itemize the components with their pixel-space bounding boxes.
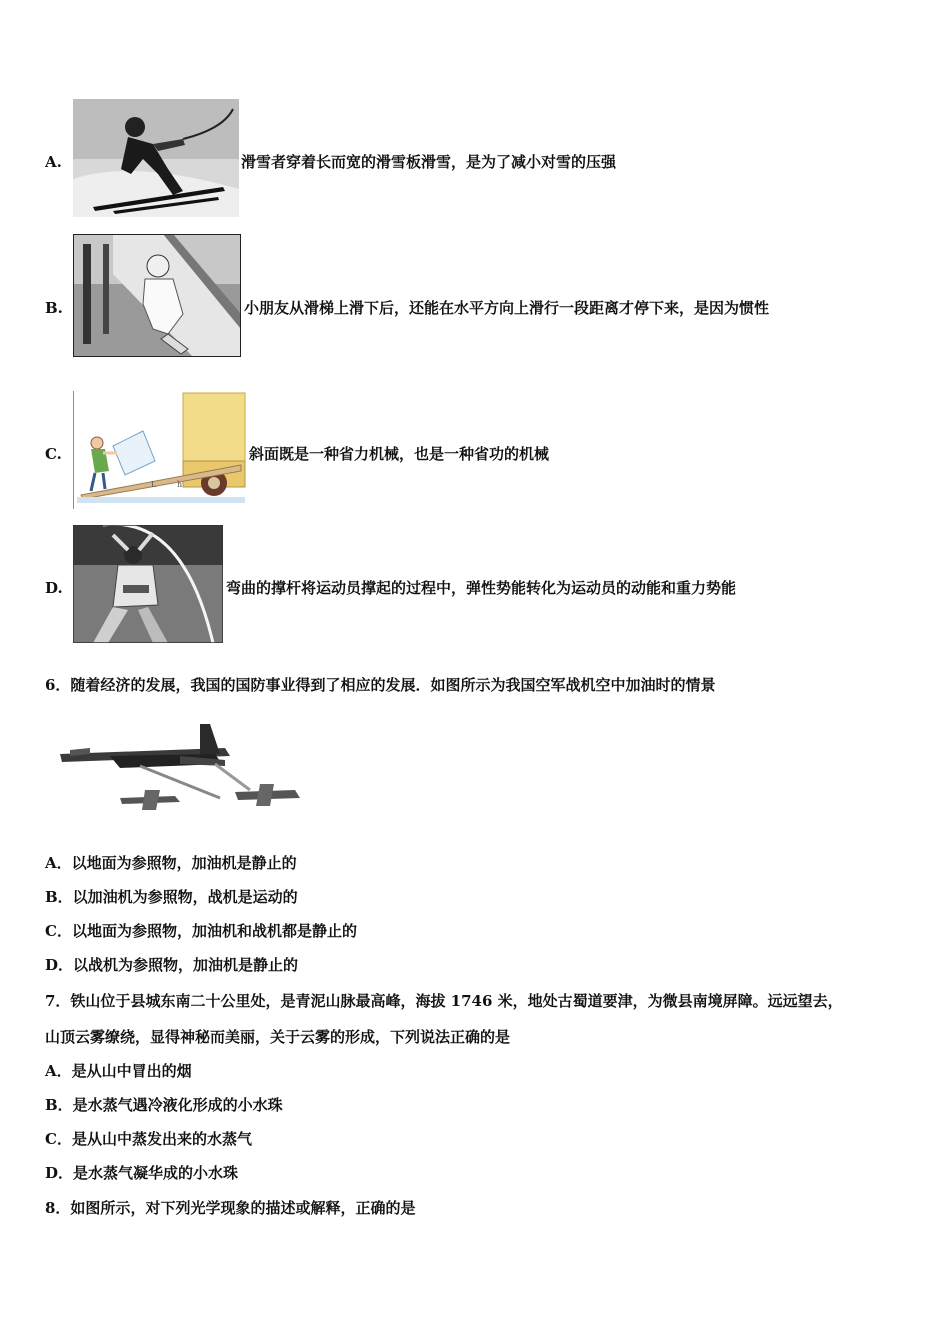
option-d-text: 弯曲的撑杆将运动员撑起的过程中，弹性势能转化为运动员的动能和重力势能 (226, 579, 737, 597)
option-a-label: A. (45, 153, 62, 171)
question-6-option-b: B．以加油机为参照物，战机是运动的 (45, 888, 298, 906)
option-b-text: 小朋友从滑梯上滑下后，还能在水平方向上滑行一段距离才停下来，是因为惯性 (244, 299, 770, 317)
question-8-stem: 8．如图所示，对下列光学现象的描述或解释，正确的是 (45, 1199, 416, 1217)
svg-text:L: L (151, 480, 157, 489)
question-6-option-c: C．以地面为参照物，加油机和战机都是静止的 (45, 922, 357, 940)
question-7-stem-line1: 7．铁山位于县城东南二十公里处，是青泥山脉最高峰，海拔 1746 米，地处古蜀道要津，为微县南境屏障。远远望去， (45, 992, 843, 1010)
question-6-option-a: A．以地面为参照物，加油机是静止的 (45, 854, 297, 872)
aerial-refueling-photo-icon (50, 718, 302, 826)
question-7-option-b: B．是水蒸气遇冷液化形成的小水珠 (45, 1096, 283, 1114)
option-c-label: C. (45, 445, 62, 463)
option-a-text: 滑雪者穿着长而宽的滑雪板滑雪，是为了减小对雪的压强 (241, 153, 617, 171)
svg-text:h: h (177, 480, 183, 489)
question-7-option-c: C．是从山中蒸发出来的水蒸气 (45, 1130, 252, 1148)
question-6-option-d: D．以战机为参照物，加油机是静止的 (45, 956, 299, 974)
option-c-text: 斜面既是一种省力机械，也是一种省功的机械 (249, 445, 550, 463)
slide-child-photo-icon (73, 234, 241, 357)
question-6-stem: 6．随着经济的发展，我国的国防事业得到了相应的发展．如图所示为我国空军战机空中加油时的情景 (45, 676, 716, 694)
question-7-option-d: D．是水蒸气凝华成的小水珠 (45, 1164, 239, 1182)
option-b-label: B. (45, 299, 63, 317)
option-d-label: D. (45, 579, 63, 597)
incline-loading-illustration-icon (73, 391, 249, 509)
skier-photo-icon (73, 99, 239, 217)
question-7-option-a: A．是从山中冒出的烟 (45, 1062, 192, 1080)
question-7-stem-line2: 山顶云雾缭绕，显得神秘而美丽，关于云雾的形成，下列说法正确的是 (45, 1028, 511, 1046)
pole-vault-photo-icon (73, 525, 223, 643)
